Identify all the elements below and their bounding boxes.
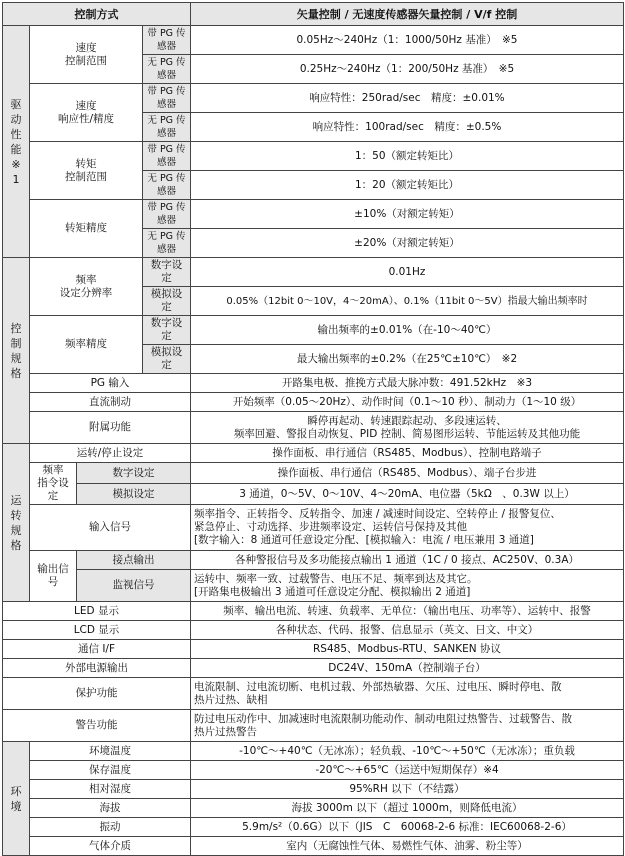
- protection-value: 电流限制、过电流切断、电机过载、外部热敏器、欠压、过电压、瞬时停电、散 热片过热、缺相: [191, 678, 624, 710]
- without-pg-label: 无 PG 传感器: [143, 55, 191, 84]
- torque-control-range-label: 转矩 控制范围: [30, 142, 143, 200]
- group-environment: 环 境: [3, 742, 30, 856]
- freq-resolution-digital-value: 0.01Hz: [191, 258, 624, 287]
- ext-power-label: 外部电源输出: [3, 659, 191, 678]
- comm-if-value: RS485、Modbus-RTU、SANKEN 协议: [191, 640, 624, 659]
- spec-table: [2, 2, 624, 856]
- humidity-value: 95%RH 以下（不结露）: [191, 780, 624, 799]
- without-pg-label: 无 PG 传感器: [143, 229, 191, 258]
- altitude-label: 海拔: [30, 799, 191, 818]
- humidity-label: 相对湿度: [30, 780, 191, 799]
- monitor-signal-value: 运转中、频率一致、过载警告、电压不足、频率到达及其它。 [开路集电极输出 3 通道可任意设定分配、模拟输出 2 通道]: [191, 570, 624, 602]
- speed-response-label: 速度 响应性/精度: [30, 84, 143, 142]
- freq-resolution-analog-value: 0.05%（12bit 0～10V，4～20mA）、0.1%（11bit 0～5V）指最大输出频率时: [191, 287, 624, 316]
- freq-resolution-label: 频率 设定分辨率: [30, 258, 143, 316]
- speed-range-nopg-value: 0.25Hz～240Hz（1：200/50Hz 基准） ※5: [191, 55, 624, 84]
- digital-setting-label: 数字设定: [143, 316, 191, 345]
- with-pg-label: 带 PG 传感器: [143, 26, 191, 55]
- freq-command-label: 频率 指令设定: [30, 463, 77, 505]
- lcd-display-value: 各种状态、代码、报警、信息显示（英文、日文、中文）: [191, 621, 624, 640]
- header-control-method: 控制方式: [3, 3, 191, 26]
- torque-accuracy-pg-value: ±10%（对额定转矩）: [191, 200, 624, 229]
- led-display-label: LED 显示: [3, 602, 191, 621]
- alarm-value: 防过电压动作中、加减速时电流限制功能动作、制动电阻过热警告、过载警告、散 热片过热警告: [191, 710, 624, 742]
- header-control-types: 矢量控制 / 无速度传感器矢量控制 / V/f 控制: [191, 3, 624, 26]
- vibration-value: 5.9m/s²（0.6G）以下（JIS C 60068-2-6 标准：IEC60068-2-6）: [191, 818, 624, 837]
- with-pg-label: 带 PG 传感器: [143, 200, 191, 229]
- ambient-temp-value: -10℃～+40℃（无冰冻）；轻负载、-10℃～+50℃（无冰冻）；重负载: [191, 742, 624, 761]
- speed-response-nopg-value: 响应特性：100rad/sec 精度：±0.5%: [191, 113, 624, 142]
- lcd-display-label: LCD 显示: [3, 621, 191, 640]
- ambient-temp-label: 环境温度: [30, 742, 191, 761]
- freq-accuracy-label: 频率精度: [30, 316, 143, 374]
- group-control-spec: 控 制 规 格: [3, 258, 30, 444]
- group-drive-performance: 驱 动 性 能 ※ 1: [3, 26, 30, 258]
- dc-brake-label: 直流制动: [30, 393, 191, 412]
- run-stop-label: 运转/停止设定: [30, 444, 191, 463]
- op-analog-setting-label: 模拟设定: [77, 484, 191, 505]
- op-digital-setting-label: 数字设定: [77, 463, 191, 484]
- speed-range-pg-value: 0.05Hz～240Hz（1：1000/50Hz 基准） ※5: [191, 26, 624, 55]
- contact-output-label: 接点输出: [77, 551, 191, 570]
- run-stop-value: 操作面板、串行通信（RS485、Modbus）、控制电路端子: [191, 444, 624, 463]
- altitude-value: 海拔 3000m 以下（超过 1000m，则降低电流）: [191, 799, 624, 818]
- group-operation-spec: 运 转 规 格: [3, 444, 30, 602]
- protection-label: 保护功能: [3, 678, 191, 710]
- led-display-value: 频率、输出电流、转速、负载率、无单位：（输出电压、功率等）、运转中、报警: [191, 602, 624, 621]
- torque-range-pg-value: 1：50（额定转矩比）: [191, 142, 624, 171]
- vibration-label: 振动: [30, 818, 191, 837]
- freq-accuracy-digital-value: 输出频率的±0.01%（在-10～40℃）: [191, 316, 624, 345]
- comm-if-label: 通信 I/F: [3, 640, 191, 659]
- without-pg-label: 无 PG 传感器: [143, 171, 191, 200]
- freq-accuracy-analog-value: 最大输出频率的±0.2%（在25℃±10℃） ※2: [191, 345, 624, 374]
- without-pg-label: 无 PG 传感器: [143, 113, 191, 142]
- pg-input-value: 开路集电极、推挽方式最大脉冲数：491.52kHz ※3: [191, 374, 624, 393]
- torque-accuracy-nopg-value: ±20%（对额定转矩）: [191, 229, 624, 258]
- freq-command-analog-value: 3 通道，0～5V、0～10V、4～20mA、电位器（5kΩ 、0.3W 以上）: [191, 484, 624, 505]
- digital-setting-label: 数字设定: [143, 258, 191, 287]
- speed-response-pg-value: 响应特性：250rad/sec 精度：±0.01%: [191, 84, 624, 113]
- aux-functions-value: 瞬停再起动、转速跟踪起动、多段速运转、 频率回避、警报自动恢复、PID 控制、简易图形运转、节能运转及其他功能: [191, 412, 624, 444]
- gas-medium-value: 室内（无腐蚀性气体、易燃性气体、油雾、粉尘等）: [191, 837, 624, 856]
- input-signal-label: 输入信号: [30, 505, 191, 551]
- with-pg-label: 带 PG 传感器: [143, 142, 191, 171]
- aux-functions-label: 附属功能: [30, 412, 191, 444]
- torque-accuracy-label: 转矩精度: [30, 200, 143, 258]
- torque-range-nopg-value: 1：20（额定转矩比）: [191, 171, 624, 200]
- analog-setting-label: 模拟设定: [143, 287, 191, 316]
- header-row: [3, 3, 624, 26]
- analog-setting-label: 模拟设定: [143, 345, 191, 374]
- contact-output-value: 各种警报信号及多功能接点输出 1 通道（1C / 0 接点、AC250V、0.3A）: [191, 551, 624, 570]
- freq-command-digital-value: 操作面板、串行通信（RS485、Modbus）、端子台步进: [191, 463, 624, 484]
- output-signal-label: 输出信号: [30, 551, 77, 602]
- speed-control-range-label: 速度 控制范围: [30, 26, 143, 84]
- storage-temp-label: 保存温度: [30, 761, 191, 780]
- monitor-signal-label: 监视信号: [77, 570, 191, 602]
- alarm-label: 警告功能: [3, 710, 191, 742]
- gas-medium-label: 气体介质: [30, 837, 191, 856]
- with-pg-label: 带 PG 传感器: [143, 84, 191, 113]
- input-signal-value: 频率指令、正转指令、反转指令、加速 / 减速时间设定、空转停止 / 报警复位、 紧急停止、寸动选择、步进频率设定、运转信号保持及其他 [数字输入：8 通道可任意设定分配、[模拟输入：电流 / 电压兼用 3 通道]: [191, 505, 624, 551]
- pg-input-label: PG 输入: [30, 374, 191, 393]
- ext-power-value: DC24V、150mA（控制端子台）: [191, 659, 624, 678]
- storage-temp-value: -20℃～+65℃（运送中短期保存）※4: [191, 761, 624, 780]
- dc-brake-value: 开始频率（0.05～20Hz）、动作时间（0.1～10 秒）、制动力（1～10 级）: [191, 393, 624, 412]
